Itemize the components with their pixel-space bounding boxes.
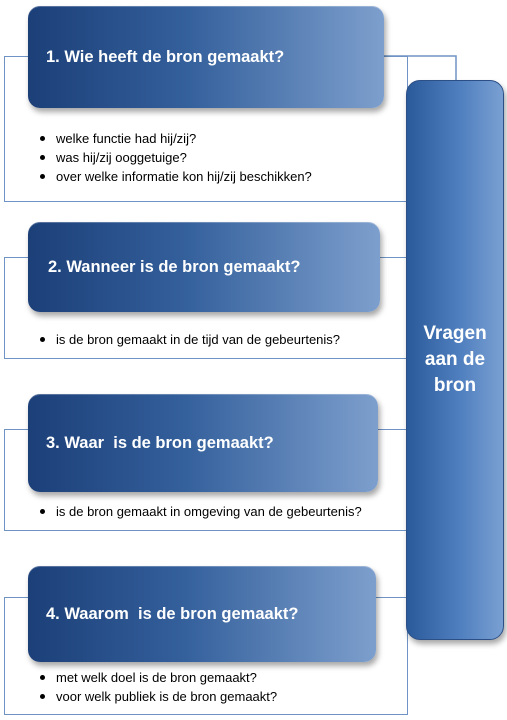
side-label-line: Vragen: [423, 323, 487, 344]
section-4-bullets: [38, 668, 277, 706]
section-3-bullets: [38, 502, 362, 521]
list-item: was hij/zij ooggetuige?: [38, 148, 312, 167]
list-item: is de bron gemaakt in de tijd van de gebeurtenis?: [38, 330, 340, 349]
section-4-title: 4. Waarom is de bron gemaakt?: [46, 604, 299, 623]
list-item: welke functie had hij/zij?: [38, 129, 312, 148]
section-4-card: [28, 566, 376, 662]
section-1-card: [28, 6, 384, 108]
section-3-title: 3. Waar is de bron gemaakt?: [46, 433, 274, 452]
list-item: over welke informatie kon hij/zij beschikken?: [38, 167, 312, 186]
section-2-bullets: [38, 330, 340, 349]
list-item: voor welk publiek is de bron gemaakt?: [38, 687, 277, 706]
list-item: is de bron gemaakt in omgeving van de gebeurtenis?: [38, 502, 362, 521]
side-label-line: aan de: [424, 349, 486, 370]
side-panel: [406, 80, 504, 640]
section-2-card: [28, 222, 380, 312]
section-1-title: 1. Wie heeft de bron gemaakt?: [46, 47, 285, 66]
section-3-card: [28, 394, 378, 492]
section-1-bullets: [38, 129, 312, 186]
side-label-line: bron: [433, 375, 477, 396]
list-item: met welk doel is de bron gemaakt?: [38, 668, 277, 687]
section-2-title: 2. Wanneer is de bron gemaakt?: [48, 257, 301, 276]
